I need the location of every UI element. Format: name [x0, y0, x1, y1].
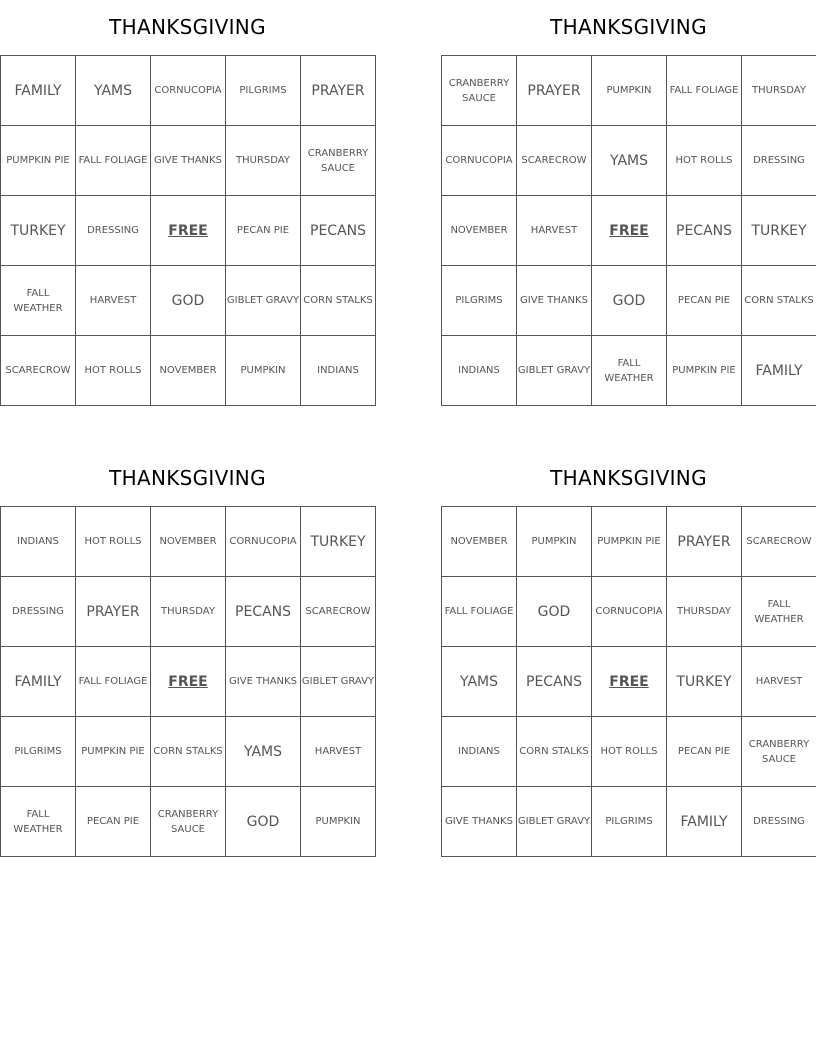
- square-label: NOVEMBER: [159, 536, 217, 547]
- bingo-square: [742, 717, 816, 787]
- square-label: CRANBERRY SAUCE: [307, 147, 369, 174]
- square-label: PUMPKIN: [531, 536, 577, 547]
- square-label: CORNUCOPIA: [154, 85, 222, 96]
- bingo-square: [151, 787, 226, 857]
- square-label: YAMS: [243, 743, 282, 760]
- square-label: THURSDAY: [752, 85, 806, 96]
- square-label: DRESSING: [753, 816, 805, 827]
- square-label: PUMPKIN: [606, 85, 652, 96]
- bingo-square: [76, 577, 151, 647]
- square-label: CORN STALKS: [153, 746, 223, 757]
- bingo-square: [592, 787, 667, 857]
- grid-row: [1, 266, 376, 336]
- grid-row: [442, 56, 816, 126]
- square-label: TURKEY: [310, 533, 366, 550]
- square-label: HOT ROLLS: [675, 155, 733, 166]
- square-label: CRANBERRY SAUCE: [157, 808, 219, 835]
- square-label: GOD: [537, 603, 571, 620]
- grid-row: [1, 126, 376, 196]
- bingo-square: [517, 507, 592, 577]
- bingo-square: [226, 196, 301, 266]
- square-label: SCARECROW: [521, 155, 587, 166]
- bingo-square: [742, 507, 816, 577]
- bingo-grid: [441, 55, 816, 406]
- grid-row: [442, 787, 816, 857]
- square-label: SCARECROW: [5, 365, 71, 376]
- bingo-square: [1, 196, 76, 266]
- square-label: PUMPKIN: [315, 816, 361, 827]
- bingo-square: [226, 56, 301, 126]
- square-label: FAMILY: [755, 362, 803, 379]
- square-label: GIVE THANKS: [520, 295, 588, 306]
- square-label: CORN STALKS: [519, 746, 589, 757]
- bingo-square: [1, 126, 76, 196]
- bingo-square: [226, 266, 301, 336]
- square-label: THURSDAY: [236, 155, 290, 166]
- square-label: FAMILY: [14, 82, 62, 99]
- bingo-square: [742, 336, 816, 406]
- bingo-square: [226, 577, 301, 647]
- bingo-square: [517, 56, 592, 126]
- square-label: GIVE THANKS: [229, 676, 297, 687]
- bingo-square: [1, 336, 76, 406]
- grid-row: [1, 647, 376, 717]
- square-label: PILGRIMS: [14, 746, 62, 757]
- square-label: PECAN PIE: [86, 816, 140, 827]
- bingo-square: [442, 647, 517, 717]
- square-label: PECAN PIE: [677, 295, 731, 306]
- grid-row: [1, 56, 376, 126]
- bingo-square: [442, 56, 517, 126]
- grid-row: [442, 336, 816, 406]
- square-label: TURKEY: [10, 222, 66, 239]
- square-label: NOVEMBER: [159, 365, 217, 376]
- grid-row: [442, 717, 816, 787]
- square-label: PECANS: [526, 673, 582, 690]
- bingo-square: [742, 647, 816, 717]
- bingo-square: [592, 336, 667, 406]
- square-label: PUMPKIN PIE: [672, 365, 736, 376]
- bingo-square: [151, 266, 226, 336]
- bingo-square: [301, 336, 376, 406]
- bingo-square: [442, 126, 517, 196]
- bingo-square: [667, 507, 742, 577]
- square-label: PILGRIMS: [605, 816, 653, 827]
- square-label: PECANS: [676, 222, 732, 239]
- square-label: CORNUCOPIA: [595, 606, 663, 617]
- bingo-square: [442, 577, 517, 647]
- bingo-square: [151, 507, 226, 577]
- square-label: CORNUCOPIA: [445, 155, 513, 166]
- bingo-square: [442, 336, 517, 406]
- square-label: PRAYER: [527, 82, 581, 99]
- square-label: INDIANS: [17, 536, 59, 547]
- grid-row: [1, 196, 376, 266]
- bingo-grid: [441, 506, 816, 857]
- bingo-square: [301, 717, 376, 787]
- bingo-square: [517, 577, 592, 647]
- bingo-square: [151, 577, 226, 647]
- free-square: [151, 647, 226, 717]
- grid-row: [1, 507, 376, 577]
- square-label: SCARECROW: [305, 606, 371, 617]
- square-label: PUMPKIN: [240, 365, 286, 376]
- bingo-square: [667, 647, 742, 717]
- square-label: PILGRIMS: [455, 295, 503, 306]
- square-label: YAMS: [609, 152, 648, 169]
- square-label: PUMPKIN PIE: [6, 155, 70, 166]
- bingo-square: [76, 266, 151, 336]
- bingo-square: [226, 647, 301, 717]
- bingo-card-3: [0, 451, 375, 857]
- bingo-card-1: [0, 0, 375, 406]
- bingo-square: [517, 787, 592, 857]
- square-label: GIBLET GRAVY: [226, 295, 300, 306]
- bingo-square: [517, 196, 592, 266]
- square-label: FALL WEATHER: [13, 287, 63, 314]
- bingo-square: [151, 56, 226, 126]
- square-label: PRAYER: [677, 533, 731, 550]
- square-label: GOD: [171, 292, 205, 309]
- bingo-square: [301, 577, 376, 647]
- square-label: FREE: [168, 673, 208, 690]
- square-label: PECANS: [235, 603, 291, 620]
- bingo-square: [226, 717, 301, 787]
- bingo-square: [76, 336, 151, 406]
- bingo-grid: [0, 55, 376, 406]
- square-label: PUMPKIN PIE: [81, 746, 145, 757]
- grid-row: [1, 577, 376, 647]
- bingo-square: [442, 507, 517, 577]
- bingo-square: [592, 717, 667, 787]
- square-label: GOD: [612, 292, 646, 309]
- bingo-square: [151, 336, 226, 406]
- bingo-square: [667, 196, 742, 266]
- bingo-square: [1, 647, 76, 717]
- bingo-square: [226, 336, 301, 406]
- bingo-square: [301, 56, 376, 126]
- card-title: THANKSGIVING: [109, 15, 266, 39]
- square-label: CORN STALKS: [303, 295, 373, 306]
- square-label: HOT ROLLS: [600, 746, 658, 757]
- free-square: [151, 196, 226, 266]
- free-square: [592, 647, 667, 717]
- square-label: HOT ROLLS: [84, 536, 142, 547]
- square-label: INDIANS: [317, 365, 359, 376]
- bingo-square: [517, 266, 592, 336]
- square-label: PECANS: [310, 222, 366, 239]
- bingo-square: [592, 56, 667, 126]
- square-label: PECAN PIE: [236, 225, 290, 236]
- square-label: TURKEY: [676, 673, 732, 690]
- bingo-square: [517, 336, 592, 406]
- grid-row: [442, 266, 816, 336]
- bingo-square: [442, 196, 517, 266]
- bingo-square: [226, 507, 301, 577]
- bingo-square: [742, 126, 816, 196]
- square-label: SCARECROW: [746, 536, 812, 547]
- square-label: YAMS: [459, 673, 498, 690]
- square-label: FALL FOLIAGE: [78, 676, 148, 687]
- bingo-square: [742, 787, 816, 857]
- square-label: DRESSING: [753, 155, 805, 166]
- bingo-square: [226, 787, 301, 857]
- grid-row: [442, 126, 816, 196]
- bingo-card-2: [441, 0, 816, 406]
- bingo-square: [667, 336, 742, 406]
- bingo-card-4: [441, 451, 816, 857]
- square-label: FALL WEATHER: [13, 808, 63, 835]
- square-label: CRANBERRY SAUCE: [748, 738, 810, 765]
- card-title: THANKSGIVING: [109, 466, 266, 490]
- square-label: GIVE THANKS: [445, 816, 513, 827]
- bingo-square: [517, 717, 592, 787]
- bingo-square: [667, 266, 742, 336]
- square-label: NOVEMBER: [450, 225, 508, 236]
- bingo-square: [301, 647, 376, 717]
- square-label: PILGRIMS: [239, 85, 287, 96]
- grid-row: [442, 577, 816, 647]
- bingo-square: [151, 126, 226, 196]
- square-label: HARVEST: [314, 746, 362, 757]
- bingo-square: [592, 507, 667, 577]
- grid-row: [442, 196, 816, 266]
- bingo-square: [76, 126, 151, 196]
- bingo-square: [667, 717, 742, 787]
- square-label: PRAYER: [311, 82, 365, 99]
- bingo-square: [742, 577, 816, 647]
- square-label: INDIANS: [458, 365, 500, 376]
- bingo-square: [667, 126, 742, 196]
- square-label: NOVEMBER: [450, 536, 508, 547]
- free-square: [592, 196, 667, 266]
- square-label: THURSDAY: [677, 606, 731, 617]
- bingo-square: [667, 56, 742, 126]
- bingo-square: [1, 56, 76, 126]
- square-label: DRESSING: [12, 606, 64, 617]
- bingo-square: [76, 56, 151, 126]
- square-label: FREE: [609, 222, 649, 239]
- grid-row: [1, 717, 376, 787]
- square-label: FAMILY: [680, 813, 728, 830]
- square-label: FALL FOLIAGE: [669, 85, 739, 96]
- bingo-square: [1, 787, 76, 857]
- square-label: FREE: [609, 673, 649, 690]
- square-label: GIBLET GRAVY: [517, 816, 591, 827]
- bingo-square: [1, 507, 76, 577]
- bingo-square: [517, 647, 592, 717]
- square-label: FALL WEATHER: [604, 357, 654, 384]
- bingo-square: [151, 717, 226, 787]
- square-label: FALL WEATHER: [754, 598, 804, 625]
- bingo-square: [517, 126, 592, 196]
- bingo-square: [301, 126, 376, 196]
- bingo-square: [742, 56, 816, 126]
- square-label: GOD: [246, 813, 280, 830]
- square-label: THURSDAY: [161, 606, 215, 617]
- bingo-square: [301, 266, 376, 336]
- bingo-square: [226, 126, 301, 196]
- grid-row: [1, 336, 376, 406]
- square-label: PECAN PIE: [677, 746, 731, 757]
- square-label: HOT ROLLS: [84, 365, 142, 376]
- square-label: CORNUCOPIA: [229, 536, 297, 547]
- bingo-square: [442, 266, 517, 336]
- square-label: INDIANS: [458, 746, 500, 757]
- square-label: GIBLET GRAVY: [517, 365, 591, 376]
- square-label: CORN STALKS: [744, 295, 814, 306]
- bingo-square: [76, 647, 151, 717]
- bingo-square: [1, 717, 76, 787]
- bingo-square: [76, 507, 151, 577]
- square-label: HARVEST: [89, 295, 137, 306]
- square-label: YAMS: [93, 82, 132, 99]
- bingo-square: [742, 196, 816, 266]
- square-label: FAMILY: [14, 673, 62, 690]
- square-label: TURKEY: [751, 222, 807, 239]
- grid-row: [1, 787, 376, 857]
- square-label: CRANBERRY SAUCE: [448, 77, 510, 104]
- bingo-square: [1, 266, 76, 336]
- bingo-grid: [0, 506, 376, 857]
- card-title: THANKSGIVING: [550, 15, 707, 39]
- bingo-square: [592, 266, 667, 336]
- square-label: GIBLET GRAVY: [301, 676, 375, 687]
- square-label: FREE: [168, 222, 208, 239]
- square-label: FALL FOLIAGE: [78, 155, 148, 166]
- square-label: PRAYER: [86, 603, 140, 620]
- bingo-square: [442, 787, 517, 857]
- grid-row: [442, 507, 816, 577]
- bingo-square: [301, 196, 376, 266]
- card-title: THANKSGIVING: [550, 466, 707, 490]
- square-label: DRESSING: [87, 225, 139, 236]
- bingo-square: [301, 507, 376, 577]
- bingo-square: [301, 787, 376, 857]
- bingo-square: [1, 577, 76, 647]
- bingo-square: [442, 717, 517, 787]
- bingo-square: [76, 717, 151, 787]
- bingo-square: [667, 787, 742, 857]
- square-label: PUMPKIN PIE: [597, 536, 661, 547]
- bingo-square: [667, 577, 742, 647]
- square-label: HARVEST: [755, 676, 803, 687]
- bingo-square: [592, 126, 667, 196]
- square-label: GIVE THANKS: [154, 155, 222, 166]
- bingo-square: [76, 787, 151, 857]
- grid-row: [442, 647, 816, 717]
- square-label: HARVEST: [530, 225, 578, 236]
- bingo-square: [76, 196, 151, 266]
- bingo-square: [742, 266, 816, 336]
- square-label: FALL FOLIAGE: [444, 606, 514, 617]
- bingo-square: [592, 577, 667, 647]
